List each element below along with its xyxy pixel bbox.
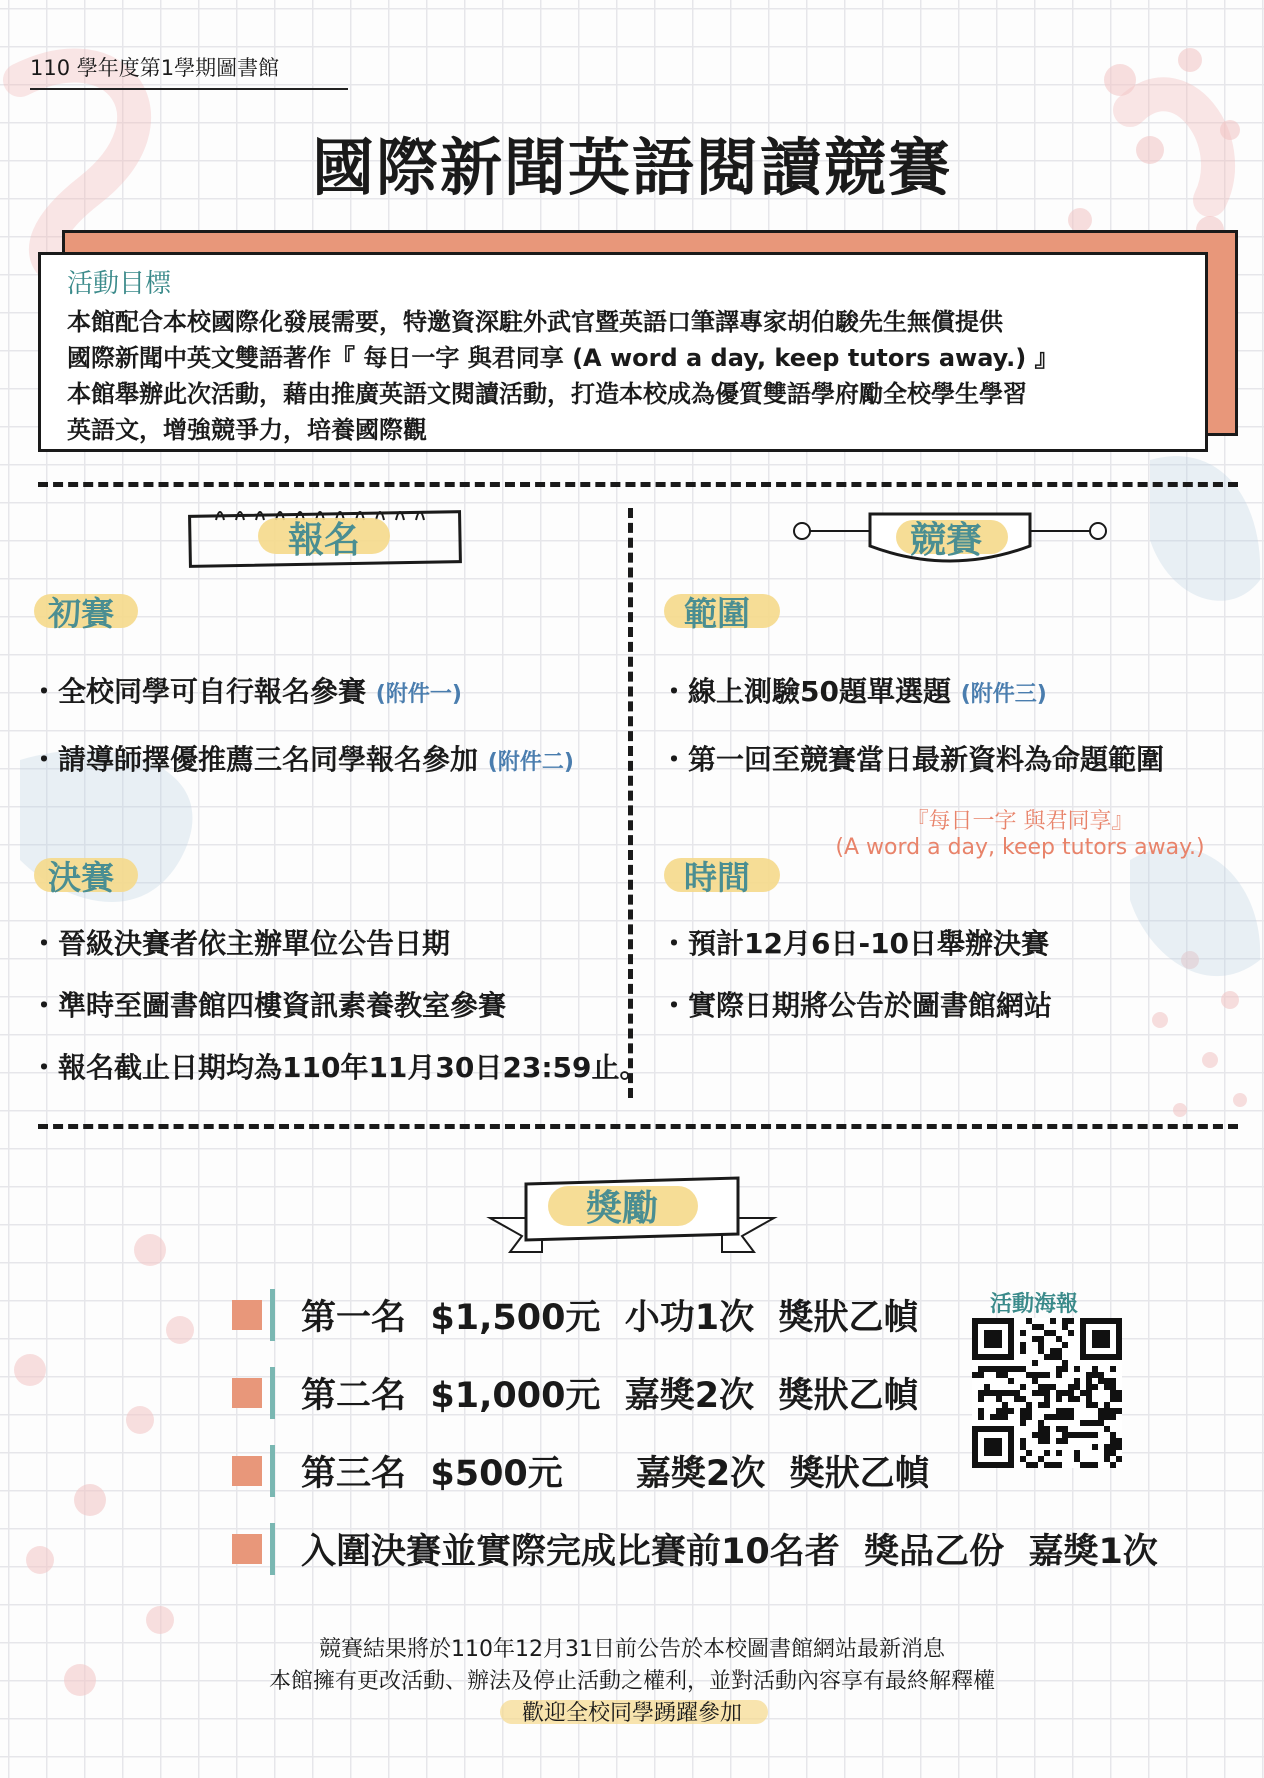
list-item: ・晉級決賽者依主辦單位公告日期 — [30, 927, 451, 960]
section-divider — [38, 1124, 1238, 1129]
reward-row — [232, 1288, 919, 1342]
section-divider — [38, 482, 1238, 487]
reward-text: 第一名 $1,500元 小功1次 獎狀乙幀 — [301, 1298, 919, 1338]
scope-title: 範圍 — [684, 594, 750, 633]
footer-notes — [0, 1634, 1264, 1730]
registration-tag: 報名 — [288, 520, 361, 561]
reward-row — [232, 1522, 1158, 1576]
list-item: ・實際日期將公告於圖書館網站 — [660, 989, 1053, 1022]
rewards-tag: 獎勵 — [586, 1188, 659, 1229]
list-item: ・請導師擇優推薦三名同學報名參加 (附件二) — [30, 743, 574, 776]
list-item: ・預計12月6日-10日舉辦決賽 — [660, 927, 1050, 960]
bullet-square — [232, 1534, 262, 1564]
reward-text: 第三名 $500元 嘉獎2次 獎狀乙幀 — [301, 1454, 930, 1494]
reward-text: 入圍決賽並實際完成比賽前10名者 獎品乙份 嘉獎1次 — [301, 1532, 1158, 1572]
competition-tag: 競賽 — [910, 520, 983, 561]
reward-text: 第二名 $1,000元 嘉獎2次 獎狀乙幀 — [301, 1376, 919, 1416]
attachment-label: (附件二) — [487, 750, 574, 775]
goal-line: 本館舉辦此次活動，藉由推廣英語文閱讀活動，打造本校成為優質雙語學府勵全校學生學習 — [67, 380, 1027, 408]
list-item: ・全校同學可自行報名參賽 (附件一) — [30, 675, 462, 708]
qr-code[interactable] — [972, 1318, 1122, 1468]
goal-line: 國際新聞中英文雙語著作『 每日一字 與君同享 (A word a day, keep tutors away.) 』 — [67, 344, 1059, 372]
footer-line: 競賽結果將於110年12月31日前公告於本校圖書館網站最新消息 — [319, 1637, 945, 1662]
goal-line: 本館配合本校國際化發展需要，特邀資深駐外武官暨英語口筆譯專家胡伯駿先生無償提供 — [67, 308, 1003, 336]
reward-row — [232, 1444, 930, 1498]
prelim-title: 初賽 — [48, 594, 114, 633]
footer-line: 歡迎全校同學踴躍參加 — [521, 1701, 742, 1726]
column-divider — [628, 508, 633, 1098]
bullet-bar — [270, 1445, 275, 1497]
goal-box — [38, 252, 1208, 452]
book-title-note: 『每日一字 與君同享』 (A word a day, keep tutors away.) — [835, 809, 1205, 860]
qr-label: 活動海報 — [990, 1292, 1079, 1317]
time-title: 時間 — [684, 858, 750, 897]
bullet-bar — [270, 1367, 275, 1419]
list-item: ・線上測驗50題單選題 (附件三) — [660, 675, 1047, 708]
goal-heading: 活動目標 — [67, 269, 172, 299]
attachment-label: (附件一) — [375, 682, 462, 707]
bullet-square — [232, 1300, 262, 1330]
semester-label: 110 學年度第1學期圖書館 — [30, 52, 348, 90]
bullet-bar — [270, 1289, 275, 1341]
page-title: 國際新聞英語閱讀競賽 — [311, 131, 952, 204]
footer-line: 本館擁有更改活動、辦法及停止活動之權利，並對活動內容享有最終解釋權 — [268, 1669, 995, 1694]
final-title: 決賽 — [48, 858, 114, 897]
bullet-square — [232, 1456, 262, 1486]
list-item: ・第一回至競賽當日最新資料為命題範圍 — [660, 743, 1165, 776]
bullet-square — [232, 1378, 262, 1408]
list-item: ・報名截止日期均為110年11月30日23:59止。 — [30, 1051, 648, 1084]
goal-text — [67, 304, 1179, 448]
attachment-label: (附件三) — [960, 682, 1047, 707]
bullet-bar — [270, 1523, 275, 1575]
list-item: ・準時至圖書館四樓資訊素養教室參賽 — [30, 989, 507, 1022]
goal-line: 英語文，增強競爭力，培養國際觀 — [67, 416, 427, 444]
reward-row — [232, 1366, 919, 1420]
